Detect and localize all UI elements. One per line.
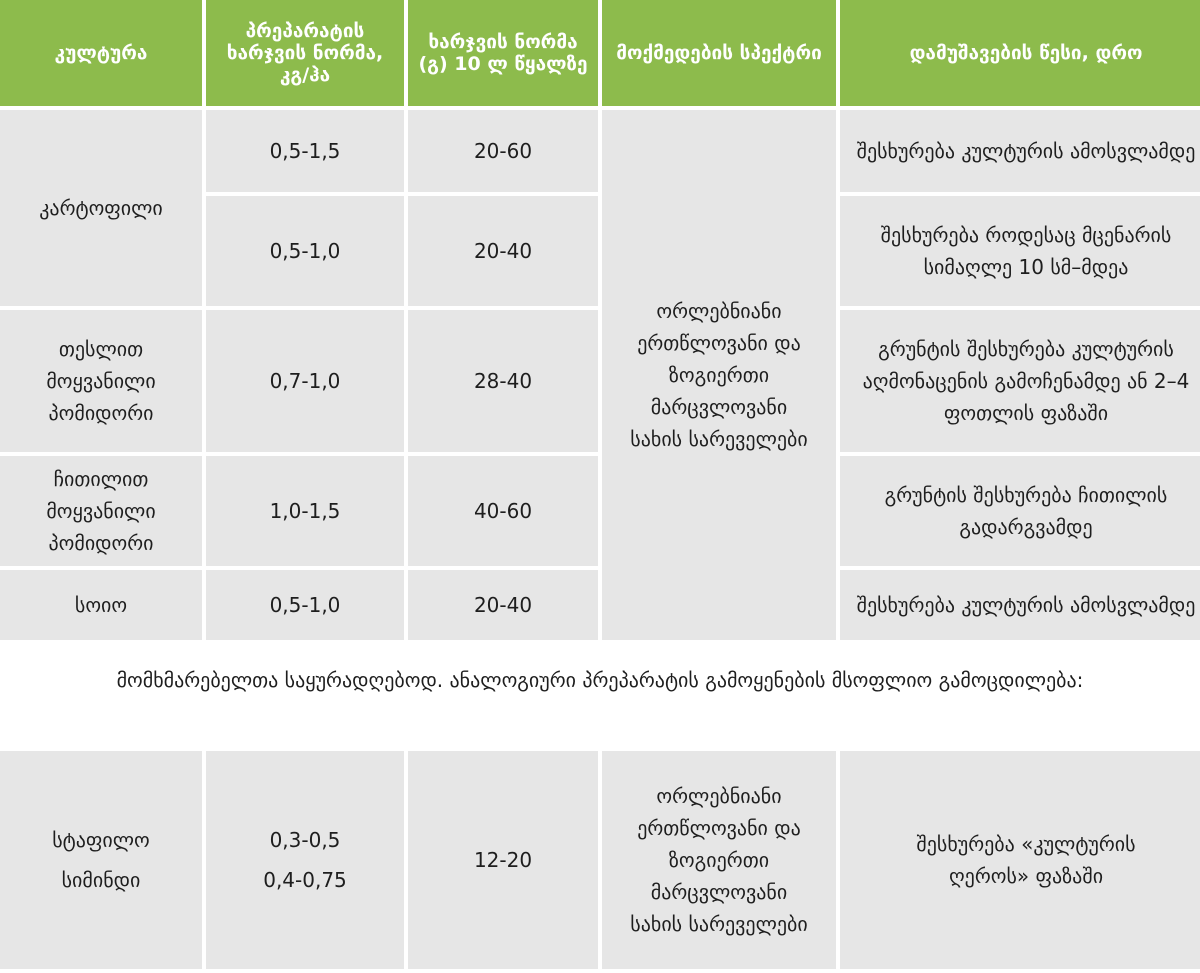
method-cell: შესხურება კულტურის ამოსვლამდე	[840, 110, 1200, 192]
culture-cell: სოიო	[0, 570, 202, 640]
rate-cell: 0,7-1,0	[206, 310, 404, 452]
user-note: მომხმარებელთა საყურადღებოდ. ანალოგიური პრეპარატის გამოყენების მსოფლიო გამოცდილება:	[116, 668, 1084, 692]
culture-cell: ჩითილით მოყვანილი პომიდორი	[0, 456, 202, 566]
rate-cell: 0,5-1,5	[206, 110, 404, 192]
water-rate-cell: 12-20	[408, 751, 598, 969]
method-cell: შესხურება როდესაც მცენარის სიმაღლე 10 სმ–მდეა	[840, 196, 1200, 306]
header-rate-g-10l: ხარჯვის ნორმა (გ) 10 ლ წყალზე	[408, 0, 598, 106]
table-row	[0, 751, 1200, 969]
rate-cell: 0,5-1,0	[206, 196, 404, 306]
table-row	[0, 456, 1200, 566]
method-cell: გრუნტის შესხურება ჩითილის გადარგვამდე	[840, 456, 1200, 566]
table-row	[0, 110, 1200, 192]
world-experience-table	[0, 747, 1200, 973]
header-spectrum: მოქმედების სპექტრი	[602, 0, 836, 106]
culture-cell: კარტოფილი	[0, 110, 202, 306]
method-cell: შესხურება კულტურის ამოსვლამდე	[840, 570, 1200, 640]
rate-cell	[206, 751, 404, 969]
spectrum-cell: ორლებნიანი ერთწლოვანი და ზოგიერთი მარცვლოვანი სახის სარეველები	[602, 751, 836, 969]
culture-cell	[0, 751, 202, 969]
header-culture: კულტურა	[0, 0, 202, 106]
rate-corn: 0,4-0,75	[263, 868, 347, 892]
culture-cell: თესლით მოყვანილი პომიდორი	[0, 310, 202, 452]
header-row	[0, 0, 1200, 106]
water-rate-cell: 28-40	[408, 310, 598, 452]
rate-carrot: 0,3-0,5	[269, 828, 341, 852]
method-cell: შესხურება «კულტურის ღეროს» ფაზაში	[840, 751, 1200, 969]
rate-cell: 1,0-1,5	[206, 456, 404, 566]
header-method: დამუშავების წესი, დრო	[840, 0, 1200, 106]
header-rate-kg-ha: პრეპარატის ხარჯვის ნორმა, კგ/ჰა	[206, 0, 404, 106]
culture-carrot: სტაფილო	[52, 828, 150, 852]
water-rate-cell: 40-60	[408, 456, 598, 566]
spectrum-cell: ორლებნიანი ერთწლოვანი და ზოგიერთი მარცვლოვანი სახის სარეველები	[602, 110, 836, 640]
rate-cell: 0,5-1,0	[206, 570, 404, 640]
culture-corn: სიმინდი	[61, 868, 141, 892]
water-rate-cell: 20-40	[408, 196, 598, 306]
table-row	[0, 570, 1200, 640]
table-row	[0, 310, 1200, 452]
method-cell: გრუნტის შესხურება კულტურის აღმონაცენის გამოჩენამდე ან 2–4 ფოთლის ფაზაში	[840, 310, 1200, 452]
water-rate-cell: 20-60	[408, 110, 598, 192]
water-rate-cell: 20-40	[408, 570, 598, 640]
